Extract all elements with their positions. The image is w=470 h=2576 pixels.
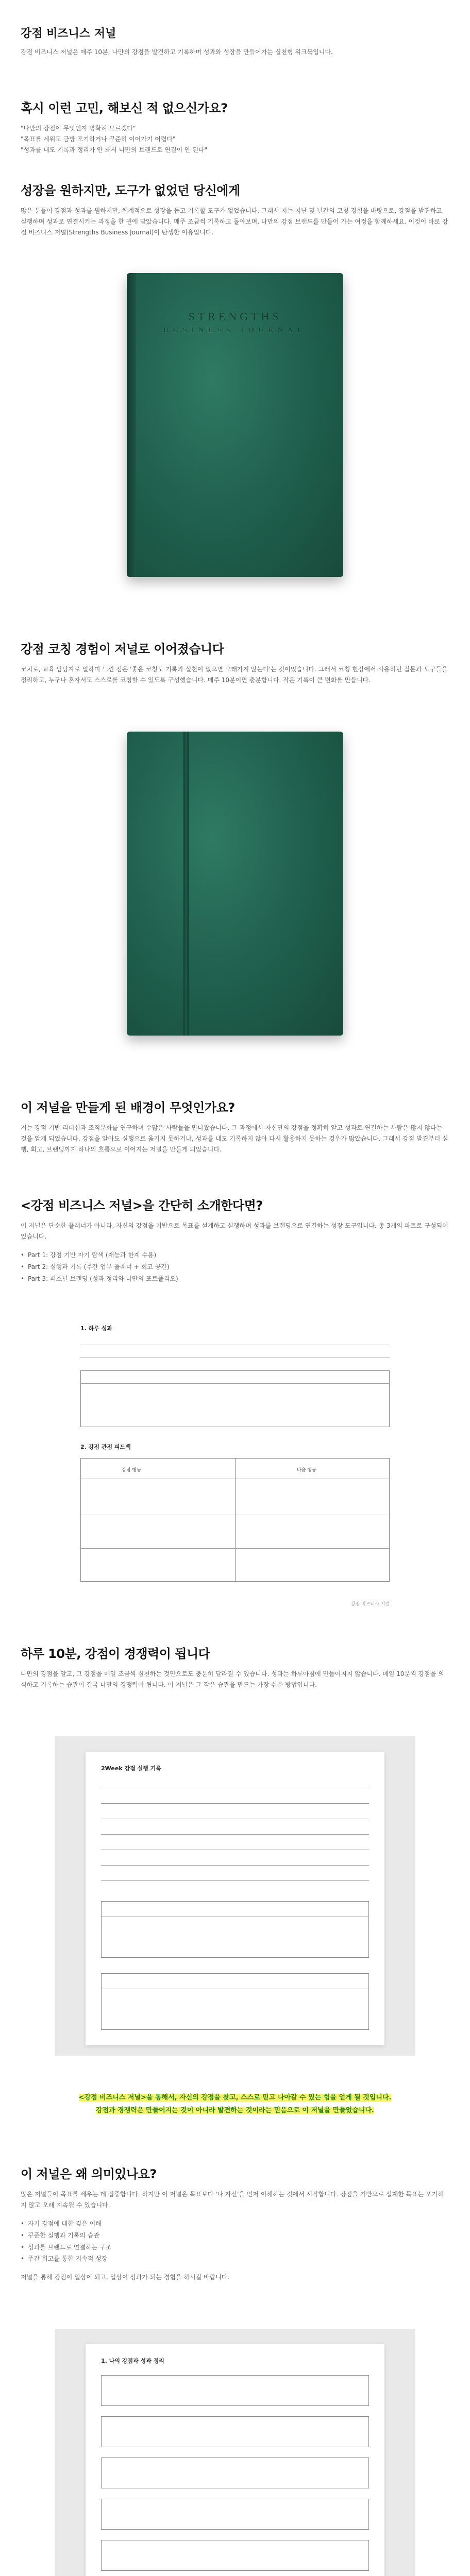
benefit-item: • 꾸준한 실행과 기록의 습관 xyxy=(21,2230,449,2242)
answer-box xyxy=(101,2540,369,2571)
section-title: 강점 코칭 경험이 저널로 이어졌습니다 xyxy=(21,642,224,656)
part-item: • Part 3: 퍼스널 브랜딩 (성과 정리와 나만의 포트폴리오) xyxy=(21,1273,449,1285)
answer-box xyxy=(101,2458,369,2488)
parts-list xyxy=(21,1249,449,1284)
worksheet-title: 2Week 강점 실행 기록 xyxy=(101,1765,161,1772)
section-body: 코치로, 교육 담당자로 일하며 느낀 점은 '좋은 코칭도 기록과 실천이 없으면 오래가지 않는다'는 것이었습니다. 그래서 코칭 현장에서 사용하던 질문과 도구들을 정리하고, 누구나 혼자서도 스스로를 코칭할 수 있도록 구성했습니다. 매주 10분이면 충분합니다. 작은 기록이 큰 변화를 만듭니다. xyxy=(21,666,448,684)
page-title: 강점 비즈니스 저널 xyxy=(21,27,116,40)
worksheet-page xyxy=(86,1752,384,2045)
section-question xyxy=(21,98,449,156)
benefit-item: • 자기 강점에 대한 깊은 이해 xyxy=(21,2218,449,2230)
section-background xyxy=(21,1097,449,1155)
journal-cover xyxy=(127,273,343,577)
part-item: • Part 1: 강점 기반 자기 탐색 (재능과 한계 수용) xyxy=(21,1249,449,1261)
write-line xyxy=(101,1865,369,1866)
closing-text: 저널을 통해 강점이 일상이 되고, 일상이 성과가 되는 경험을 하시길 바랍니다. xyxy=(21,2274,230,2281)
benefit-item: • 주간 회고를 통한 지속적 성장 xyxy=(21,2253,449,2265)
section-title: <강점 비즈니스 저널>을 간단히 소개한다면? xyxy=(21,1198,263,1213)
worksheet-section-title: 1. 하루 성과 xyxy=(80,1325,112,1332)
section-intro xyxy=(21,1195,449,1284)
worksheet-page xyxy=(86,2344,384,2576)
section-coaching xyxy=(21,639,449,686)
cover-title: STRENGTHS xyxy=(188,310,282,323)
header xyxy=(21,25,449,57)
section-body: 많은 분들이 강점과 성과를 원하지만, 체계적으로 성장을 돕고 기록할 도구가 없었습니다. 그래서 저는 지난 몇 년간의 코칭 경험을 바탕으로, 강점을 발견하고 실행하며 성과로 연결시키는 과정을 한 권에 담았습니다. 매주 조금씩 기록하고 돌아보며, 나만의 강점 브랜드를 만들어 가는 여정을 함께하세요. 이것이 바로 강점 비즈니스 저널(Strengths Business Journal)이 탄생한 이유입니다. xyxy=(21,207,448,236)
question-item: "목표를 세워도 금방 포기하거나 꾸준히 이어가기 어렵다" xyxy=(21,135,176,143)
journal-cover-image xyxy=(106,258,364,598)
cover-subtitle: BUSINESS JOURNAL xyxy=(163,327,307,334)
highlight-line: <강점 비즈니스 저널>을 통해서, 자신의 강점을 찾고, 스스로 믿고 나아갈 수 있는 힘을 얻게 될 것입니다. xyxy=(78,2094,392,2102)
part-item: • Part 2: 실행과 기록 (주간 업무 플래너 + 회고 공간) xyxy=(21,1261,449,1273)
journal-back-cover xyxy=(127,732,343,1036)
question-item: "나만의 강점이 무엇인지 명확히 모르겠다" xyxy=(21,125,136,132)
answer-box xyxy=(101,2499,369,2530)
answer-box xyxy=(101,2416,369,2447)
highlight-text xyxy=(21,2105,449,2117)
section-title: 하루 10분, 강점이 경쟁력이 됩니다 xyxy=(21,1647,210,1661)
intro-text: 강점 비즈니스 저널은 매주 10분, 나만의 강점을 발견하고 기록하며 성과와 성장을 만들어가는 실천형 워크북입니다. xyxy=(21,48,333,56)
worksheet-image xyxy=(55,2329,415,2576)
answer-box xyxy=(101,2375,369,2406)
question-item: "성과를 내도 기록과 정리가 안 돼서 나만의 브랜드로 연결이 안 된다" xyxy=(21,146,208,154)
write-line xyxy=(101,1803,369,1804)
section-body: 많은 저널들이 목표를 세우는 데 집중합니다. 하지만 이 저널은 목표보다 '나 자신'을 먼저 이해하는 것에서 시작합니다. 강점을 기반으로 설계한 목표는 포기하지 않고 오래 지속될 수 있습니다. xyxy=(21,2191,444,2209)
section-title: 혹시 이런 고민, 해보신 적 없으신가요? xyxy=(21,101,228,115)
worksheet-table xyxy=(80,1370,390,1427)
highlight-block xyxy=(21,2092,449,2117)
table-column-header: 다음 행동 xyxy=(297,1468,316,1473)
section-growth xyxy=(21,180,449,238)
journal-back-image xyxy=(106,721,364,1051)
worksheet-table xyxy=(101,1901,369,1958)
table-row-line xyxy=(80,1548,390,1549)
question-list xyxy=(21,123,449,156)
section-daily xyxy=(21,1643,449,1690)
section-body: 저는 강점 기반 리더십과 조직문화를 연구하며 수많은 사람들을 만나왔습니다. 그 과정에서 자신만의 강점을 정확히 알고 성과로 연결하는 사람은 많지 않다는 것을 알게 되었습니다. 강점을 알아도 실행으로 옮기지 못하거나, 성과를 내도 기록하지 않아 다시 활용하지 못하는 경우가 많았습니다. 그래서 강점 발견부터 실행, 회고, 브랜딩까지 하나의 흐름으로 이어지는 저널을 만들게 되었습니다. xyxy=(21,1124,448,1153)
table-divider xyxy=(235,1458,236,1582)
worksheet-footer: 강점 비즈니스 저널 xyxy=(350,1602,390,1607)
highlight-line: 강점과 경쟁력은 만들어지는 것이 아니라 발견하는 것이라는 믿음으로 이 저널을 만들었습니다. xyxy=(96,2106,374,2114)
benefit-list xyxy=(21,2218,449,2265)
worksheet-image xyxy=(55,1309,415,1618)
write-line xyxy=(101,1880,369,1881)
highlight-text xyxy=(21,2092,449,2105)
section-body: 이 저널은 단순한 플래너가 아니라, 자신의 강점을 기반으로 목표를 설계하고 실행하며 성과를 브랜딩으로 연결하는 성장 도구입니다. 총 3개의 파트로 구성되어 있습니다. xyxy=(21,1222,448,1240)
table-header-line xyxy=(80,1383,390,1384)
table-column-header: 강점 행동 xyxy=(122,1468,141,1473)
worksheet-section-title: 2. 강점 관점 피드백 xyxy=(80,1444,131,1450)
section-title: 성장을 원하지만, 도구가 없었던 당신에게 xyxy=(21,183,240,198)
write-line xyxy=(101,1834,369,1835)
section-title: 이 저널은 왜 의미있나요? xyxy=(21,2167,157,2181)
section-meaning xyxy=(21,2164,449,2283)
section-title: 이 저널을 만들게 된 배경이 무엇인가요? xyxy=(21,1100,235,1115)
worksheet-image xyxy=(55,1736,415,2056)
section-body: 나만의 강점을 알고, 그 강점을 매일 조금씩 실천하는 것만으로도 충분히 달라질 수 있습니다. 성과는 하루아침에 만들어지지 않습니다. 매일 10분씩 강점을 의식하고 기록하는 습관이 결국 나만의 경쟁력이 됩니다. 이 저널은 그 작은 습관을 만드는 가장 쉬운 방법입니다. xyxy=(21,1670,444,1688)
elastic-band xyxy=(183,732,189,1036)
worksheet-title: 1. 나의 강점과 성과 정리 xyxy=(101,2358,164,2364)
worksheet-page xyxy=(60,1309,410,1618)
worksheet-table xyxy=(101,1973,369,2030)
benefit-item: • 성과를 브랜드로 연결하는 구조 xyxy=(21,2242,449,2253)
